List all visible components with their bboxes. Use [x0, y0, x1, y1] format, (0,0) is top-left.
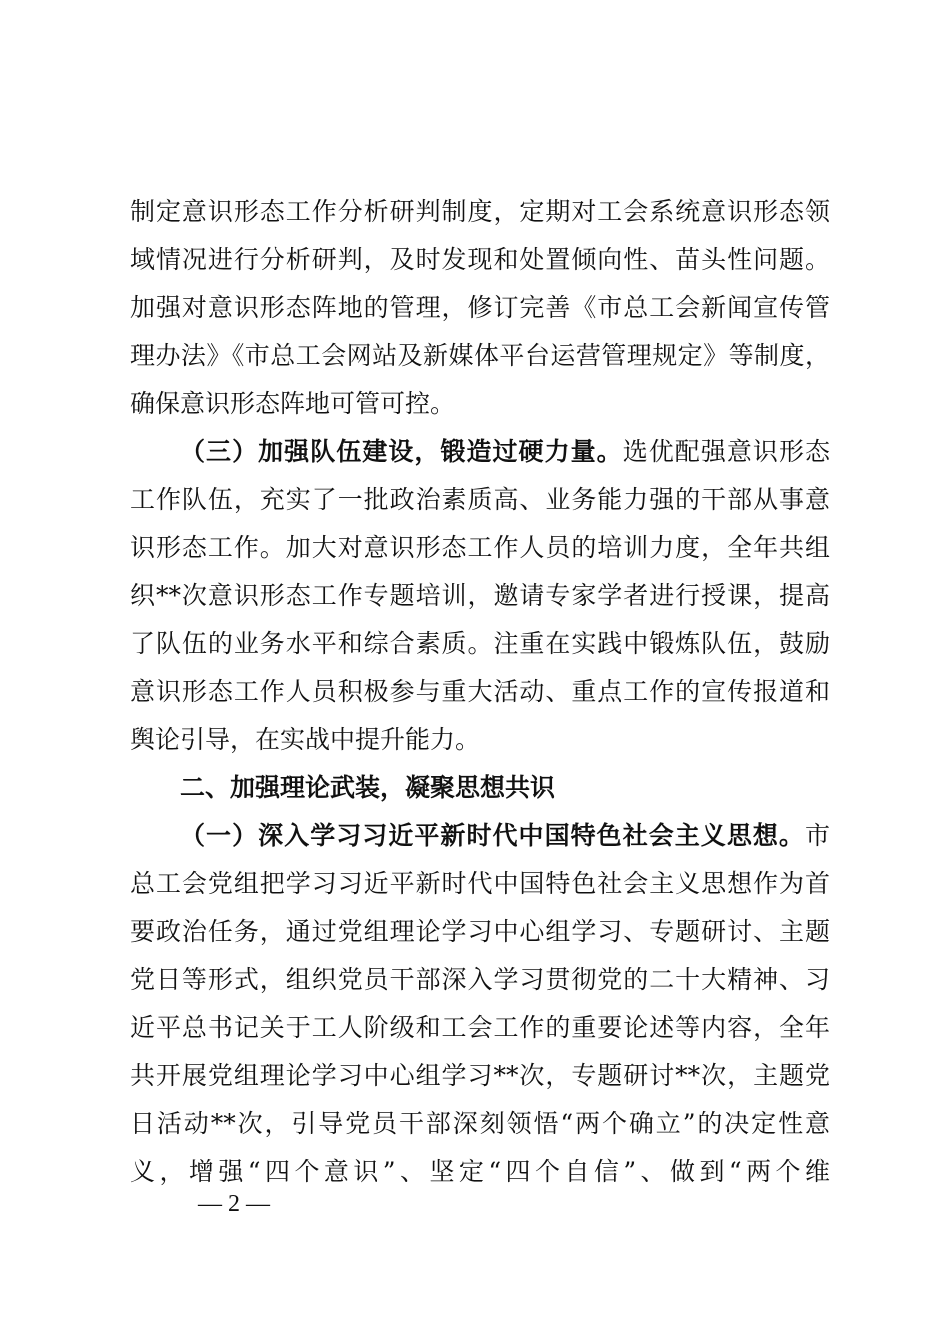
body-line: 确保意识形态阵地可管可控。: [130, 389, 456, 418]
part-2-heading: 二、加强理论武装，凝聚思想共识: [180, 773, 556, 802]
section-3-first-line-text: 选优配强意识形态: [622, 437, 830, 466]
body-line: 总工会党组把学习习近平新时代中国特色社会主义思想作为首: [130, 869, 830, 898]
section-1-first-line: [180, 816, 830, 856]
body-line: 要政治任务，通过党组理论学习中心组学习、专题研讨、主题: [130, 917, 830, 946]
body-line: 加强对意识形态阵地的管理，修订完善《市总工会新闻宣传管: [130, 293, 830, 322]
body-line: 理办法》《市总工会网站及新媒体平台运营管理规定》等制度，: [130, 341, 830, 370]
body-line: 义，增强“四个意识”、坚定“四个自信”、做到“两个维: [130, 1157, 830, 1186]
page-number: — 2 —: [198, 1191, 270, 1217]
body-line: 织**次意识形态工作专题培训，邀请专家学者进行授课，提高: [130, 581, 830, 610]
section-3-first-line: [180, 432, 830, 472]
body-line: 意识形态工作人员积极参与重大活动、重点工作的宣传报道和: [130, 677, 830, 706]
body-line: 域情况进行分析研判，及时发现和处置倾向性、苗头性问题。: [130, 245, 830, 274]
body-line: 工作队伍，充实了一批政治素质高、业务能力强的干部从事意: [130, 485, 830, 514]
section-1-first-line-text: 市: [804, 821, 830, 850]
body-line: 制定意识形态工作分析研判制度，定期对工会系统意识形态领: [130, 197, 830, 226]
body-line: 日活动**次，引导党员干部深刻领悟“两个确立”的决定性意: [130, 1109, 830, 1138]
body-line: 共开展党组理论学习中心组学习**次，专题研讨**次，主题党: [130, 1061, 830, 1090]
body-line: 党日等形式，组织党员干部深入学习贯彻党的二十大精神、习: [130, 965, 830, 994]
body-line: 了队伍的业务水平和综合素质。注重在实践中锻炼队伍，鼓励: [130, 629, 830, 658]
body-line: 舆论引导，在实战中提升能力。: [130, 725, 481, 754]
section-1-heading: （一）深入学习习近平新时代中国特色社会主义思想。: [180, 821, 805, 850]
body-line: 近平总书记关于工人阶级和工会工作的重要论述等内容，全年: [130, 1013, 830, 1042]
section-3-heading: （三）加强队伍建设，锻造过硬力量。: [180, 437, 623, 466]
body-line: 识形态工作。加大对意识形态工作人员的培训力度，全年共组: [130, 533, 830, 562]
